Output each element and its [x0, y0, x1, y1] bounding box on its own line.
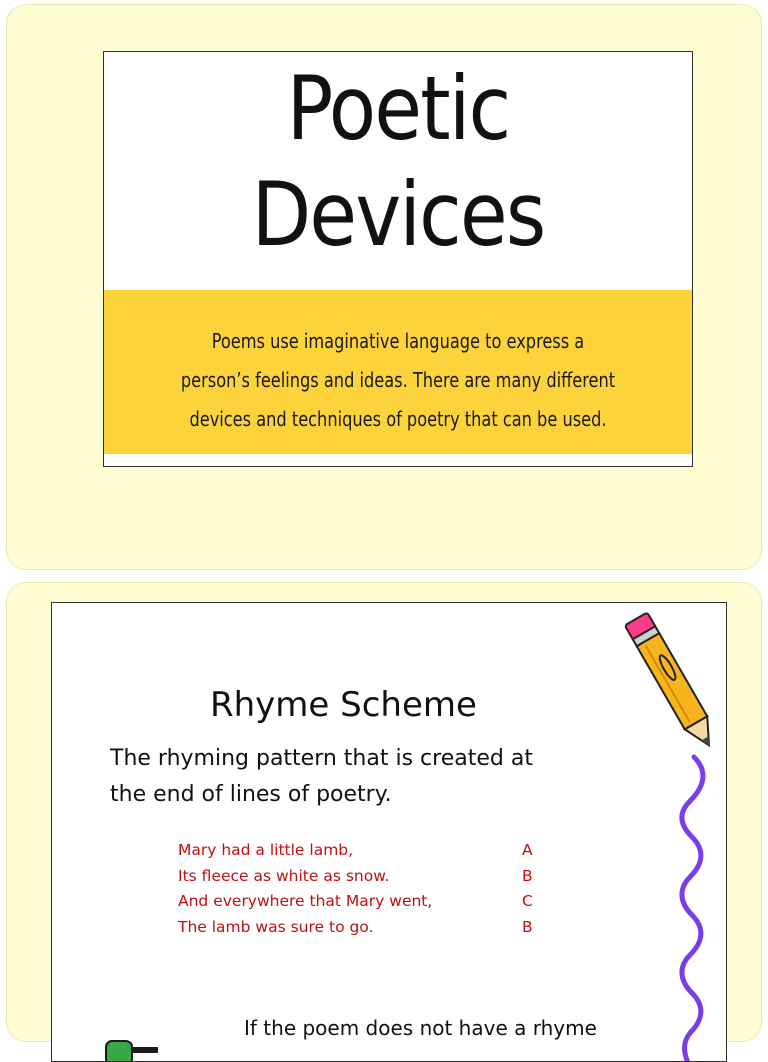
poem-line: The lamb was sure to go. — [178, 917, 374, 936]
intro-band — [104, 290, 692, 454]
poem-row — [178, 841, 538, 867]
definition-line-2: the end of lines of poetry. — [110, 782, 392, 807]
intro-line-3: devices and techniques of poetry that can be used. — [189, 407, 607, 431]
poem-row — [178, 892, 538, 918]
intro-line-2: person’s feelings and ideas. There are many different — [180, 368, 616, 392]
rhyme-letter: B — [522, 866, 533, 885]
rhyme-letter: C — [522, 892, 533, 910]
squiggle-decoration — [662, 753, 722, 1062]
intro-line-1: Poems use imaginative language to express a — [211, 329, 585, 353]
title-line-1: Poetic — [286, 57, 510, 160]
slide-card-1 — [6, 4, 762, 570]
poem-row — [178, 918, 538, 944]
poem-line: Its fleece as white as snow. — [178, 866, 390, 885]
note-text: If the poem does not have a rhyme — [244, 1016, 597, 1040]
definition-text — [110, 741, 610, 813]
clipart-icon — [102, 1035, 162, 1062]
rhyme-letter: A — [522, 841, 533, 859]
title-line-2: Devices — [251, 163, 545, 266]
intro-text — [146, 322, 650, 439]
slide-heading: Rhyme Scheme — [210, 685, 477, 725]
pencil-icon — [618, 603, 727, 763]
poem-row — [178, 867, 538, 893]
poem-line: Mary had a little lamb, — [178, 841, 354, 859]
definition-line-1: The rhyming pattern that is created at — [110, 746, 533, 771]
poem-line: And everywhere that Mary went, — [178, 892, 433, 910]
slide-card-2 — [6, 582, 762, 1042]
poem-example — [178, 841, 538, 943]
slide-rhyme-scheme — [51, 602, 727, 1062]
rhyme-letter: B — [522, 917, 533, 936]
slide-title — [139, 56, 656, 268]
slide-poetic-devices — [103, 51, 693, 467]
